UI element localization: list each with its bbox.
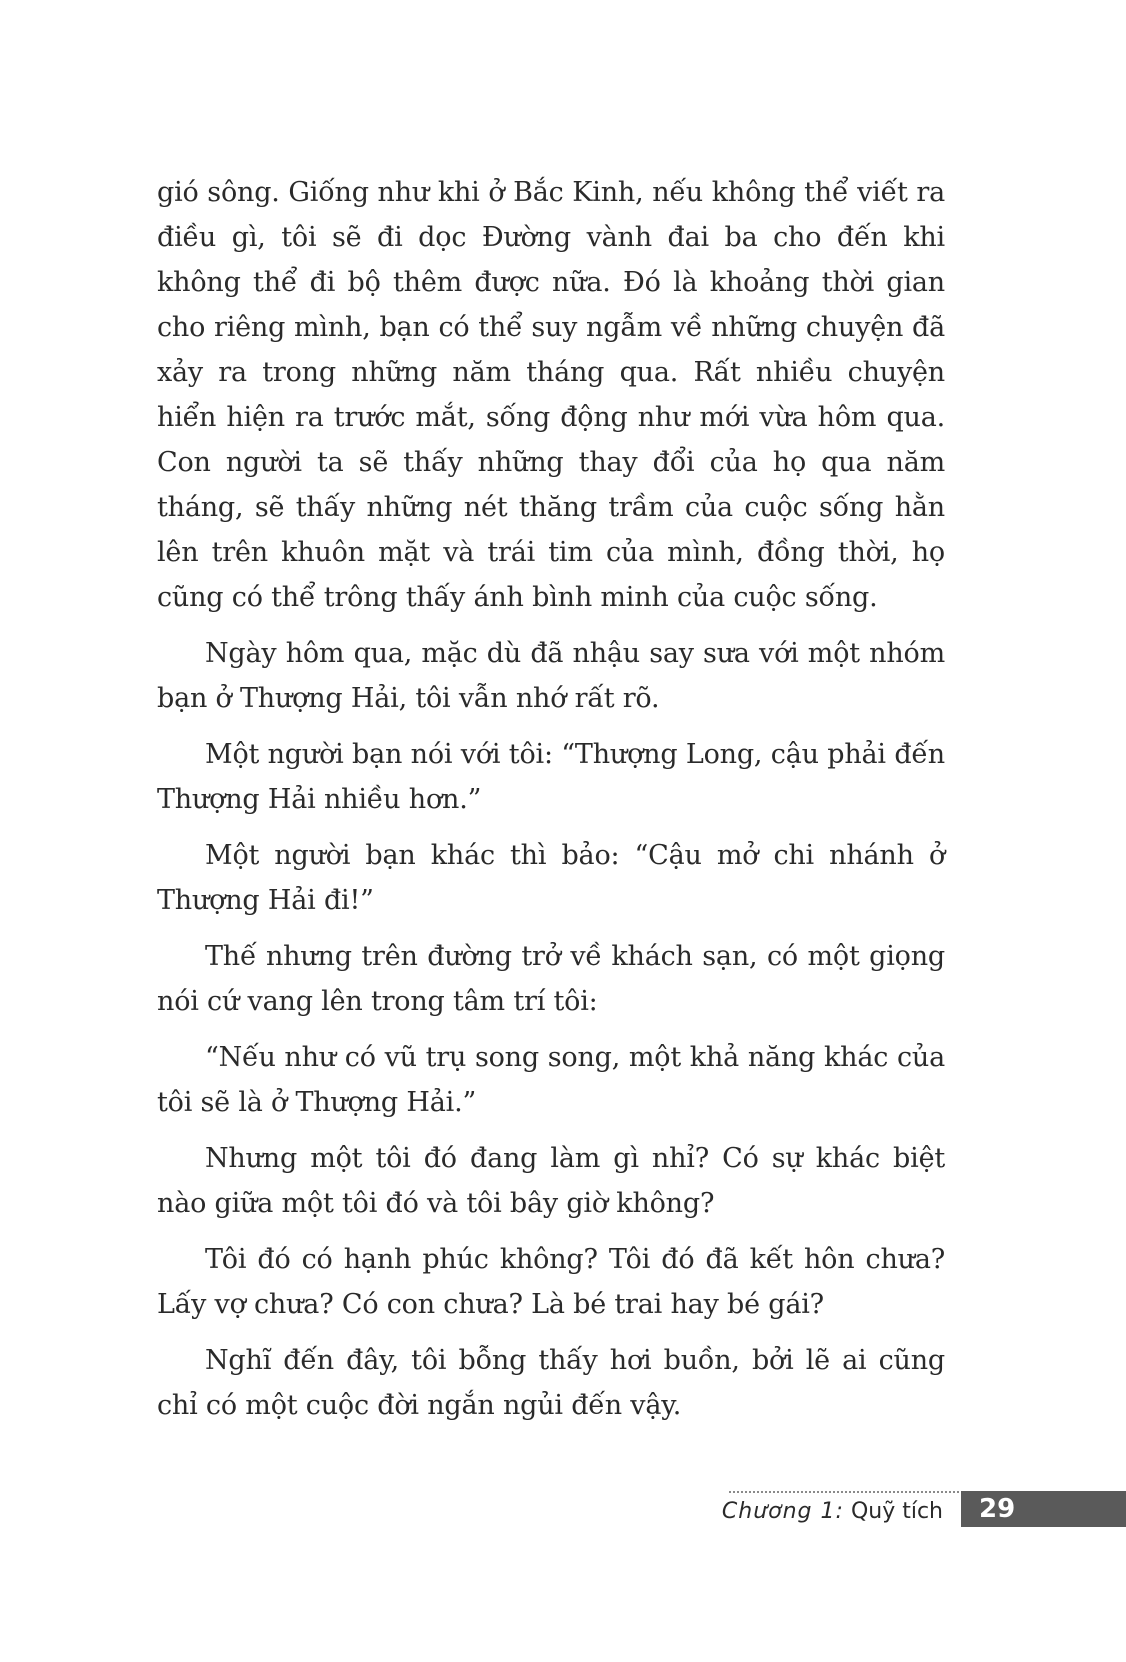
paragraph-9: Nghĩ đến đây, tôi bỗng thấy hơi buồn, bởi lẽ ai cũng chỉ có một cuộc đời ngắn ngủi đến vậy. [157,1345,945,1421]
page-number-badge [961,1491,1126,1527]
paragraph-1: gió sông. Giống như khi ở Bắc Kinh, nếu không thể viết ra điều gì, tôi sẽ đi dọc Đường vành đai ba cho đến khi không thể đi bộ thêm được nữa. Đó là khoảng thời gian cho riêng mình, bạn có thể suy ngẫm về những chuyện đã xảy ra trong những năm tháng qua. Rất nhiều chuyện hiển hiện ra trước mắt, sống động như mới vừa hôm qua. Con người ta sẽ thấy những thay đổi của họ qua năm tháng, sẽ thấy những nét thăng trầm của cuộc sống hằn lên trên khuôn mặt và trái tim của mình, đồng thời, họ cũng có thể trông thấy ánh bình minh của cuộc sống. [157,177,945,613]
chapter-title: Quỹ tích [850,1499,943,1524]
paragraph-2: Ngày hôm qua, mặc dù đã nhậu say sưa với một nhóm bạn ở Thượng Hải, tôi vẫn nhớ rất rõ. [157,638,945,714]
chapter-label: Chương 1: [721,1499,844,1524]
paragraph-6: “Nếu như có vũ trụ song song, một khả năng khác của tôi sẽ là ở Thượng Hải.” [157,1042,945,1118]
page-number: 29 [979,1494,1016,1524]
running-footer [722,1494,943,1530]
paragraph-7: Nhưng một tôi đó đang làm gì nhỉ? Có sự khác biệt nào giữa một tôi đó và tôi bây giờ không? [157,1143,945,1219]
footer-dotted-rule [729,1491,959,1493]
paragraph-8: Tôi đó có hạnh phúc không? Tôi đó đã kết hôn chưa? Lấy vợ chưa? Có con chưa? Là bé trai hay bé gái? [157,1244,945,1320]
paragraph-4: Một người bạn khác thì bảo: “Cậu mở chi nhánh ở Thượng Hải đi!” [157,840,945,916]
paragraph-5: Thế nhưng trên đường trở về khách sạn, có một giọng nói cứ vang lên trong tâm trí tôi: [157,941,945,1017]
page-body [157,170,945,1439]
paragraph-3: Một người bạn nói với tôi: “Thượng Long, cậu phải đến Thượng Hải nhiều hơn.” [157,739,945,815]
